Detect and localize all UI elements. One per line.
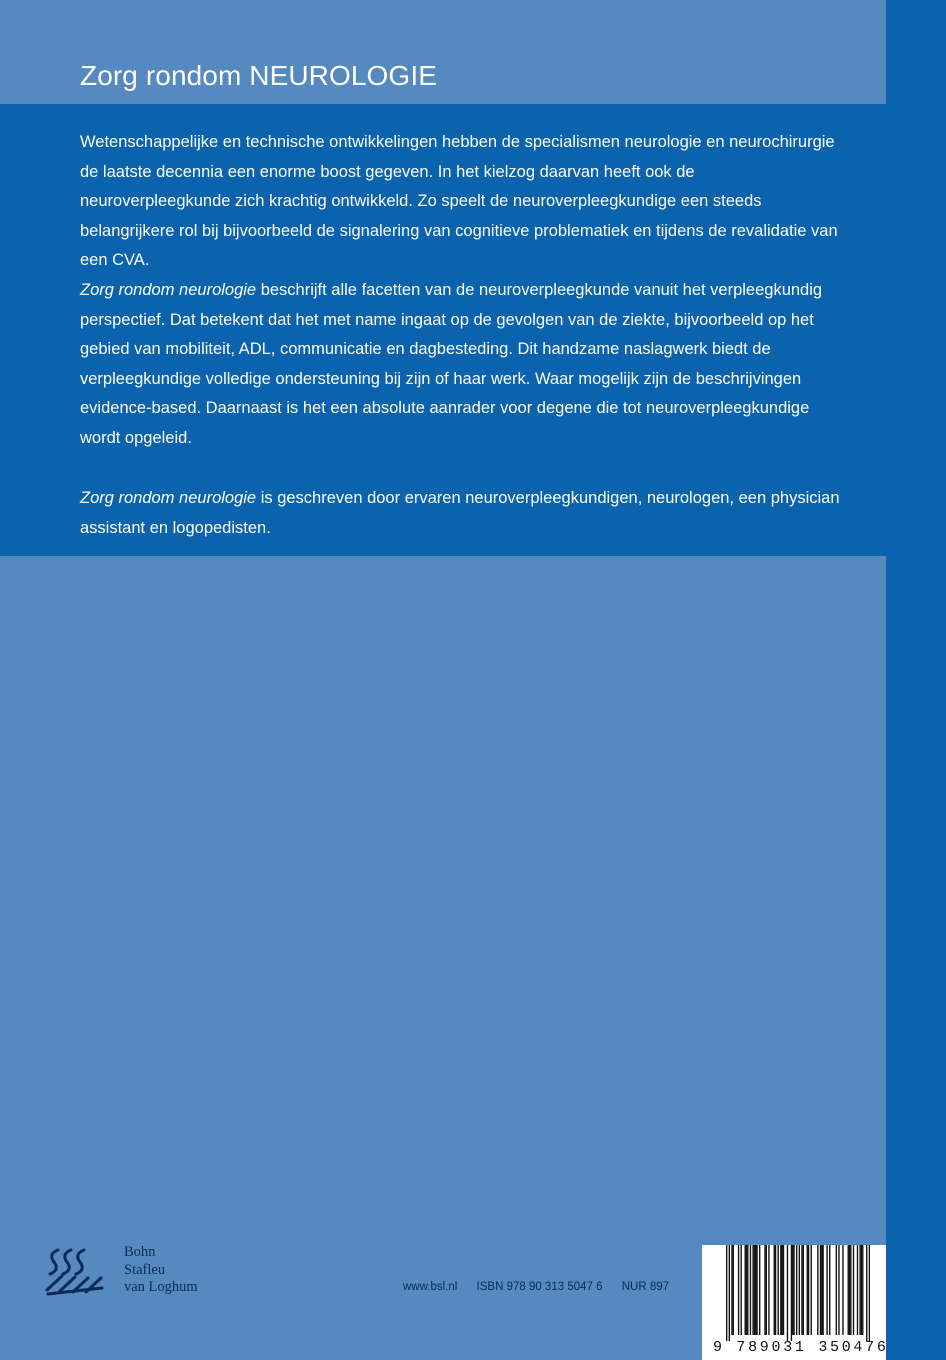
barcode-bars — [726, 1245, 870, 1341]
barcode-bar — [817, 1245, 818, 1335]
barcode-bar — [764, 1245, 765, 1335]
barcode-bar — [801, 1245, 802, 1335]
publisher-name — [124, 1244, 198, 1297]
barcode-bar — [866, 1245, 867, 1341]
barcode-bar — [853, 1245, 854, 1335]
publisher-line-2: Stafleu — [124, 1261, 166, 1278]
description-paragraph-3 — [80, 484, 840, 543]
barcode-bar — [842, 1245, 843, 1335]
barcode-bar — [778, 1245, 779, 1335]
barcode-bar — [781, 1245, 782, 1335]
barcode-bar — [774, 1245, 775, 1335]
barcode-bar — [783, 1245, 784, 1335]
publisher-line-1: Bohn — [124, 1244, 156, 1260]
barcode-bar — [792, 1245, 793, 1335]
barcode-bar — [829, 1245, 830, 1335]
barcode-bar — [759, 1245, 760, 1335]
barcode-bar — [780, 1245, 781, 1335]
description-paragraph-2 — [80, 276, 840, 454]
barcode-bar — [799, 1245, 800, 1335]
barcode-bar — [733, 1245, 734, 1335]
barcode-bar — [821, 1245, 822, 1335]
bsl-logo-icon — [44, 1244, 106, 1296]
nur-code: NUR 897 — [621, 1281, 670, 1293]
barcode-bar — [859, 1245, 860, 1335]
barcode-bar — [747, 1245, 748, 1335]
barcode-bar — [820, 1245, 821, 1335]
description-paragraph-1: Wetenschappelijke en technische ontwikkelingen hebben de specialismen neurologie en neurochirurgie de laatste decennia een enorme boost gegeven. In het kielzog daarvan heeft ook de neuroverpleegkunde zich krachtig ontwikkeld. Zo speelt de neuroverpleegkundige een steeds belangrijkere rol bij bijvoorbeeld de signalering van cognitieve problematiek en tijdens de revalidatie van een CVA. — [80, 133, 838, 270]
barcode-bar — [849, 1245, 850, 1335]
barcode-bar — [869, 1245, 870, 1341]
barcode-bar — [746, 1245, 747, 1335]
barcode-bar — [861, 1245, 862, 1335]
barcode-bar — [766, 1245, 767, 1335]
barcode-bar — [822, 1245, 823, 1335]
imprint-line — [403, 1281, 669, 1293]
italic-book-title: Zorg rondom neurologie — [80, 281, 257, 299]
barcode-digits: 9 789031 350476 — [713, 1339, 889, 1356]
spine-edge — [886, 0, 946, 1360]
barcode-bar — [744, 1245, 745, 1335]
barcode-bar — [850, 1245, 851, 1335]
paragraph-text: is geschreven door ervaren neuroverpleegkundigen, neurologen, een physician assistant en logopedisten. — [80, 489, 840, 537]
barcode-bar — [803, 1245, 804, 1335]
barcode-bar — [741, 1245, 742, 1335]
isbn-number: ISBN 978 90 313 5047 6 — [476, 1281, 603, 1293]
barcode-bar — [862, 1245, 863, 1335]
barcode-bar — [738, 1245, 739, 1335]
barcode-bar — [838, 1245, 839, 1335]
barcode-bar — [754, 1245, 755, 1335]
title-band — [0, 0, 886, 104]
paragraph-text: beschrijft alle facetten van de neuroverpleegkunde vanuit het verpleegkundig perspectief. Dat betekent dat het met name ingaat op de gevolgen van de ziekte, bijvoorbeeld op het gebied van mobiliteit, ADL, communicatie en dagbesteding. Dit handzame naslagwerk biedt de verpleegkundige volledige ondersteuning bij zijn of haar werk. Waar mogelijk zijn de beschrijvingen evidence-based. Daarnaast is het een absolute aanrader voor degene die tot neuroverpleegkundige wordt opgeleid. — [80, 281, 823, 447]
barcode — [702, 1245, 889, 1360]
barcode-bar — [768, 1245, 769, 1335]
barcode-bar — [731, 1245, 732, 1335]
book-title: Zorg rondom NEUROLOGIE — [80, 60, 437, 91]
barcode-bar — [775, 1245, 776, 1335]
barcode-bar — [755, 1245, 756, 1335]
barcode-bar — [729, 1245, 730, 1341]
barcode-bar — [808, 1245, 809, 1335]
publisher-line-3: van Loghum — [124, 1279, 198, 1295]
barcode-bar — [848, 1245, 849, 1335]
barcode-bar — [811, 1245, 812, 1335]
barcode-bar — [756, 1245, 757, 1335]
barcode-bar — [793, 1245, 794, 1335]
barcode-bar — [857, 1245, 858, 1335]
barcode-bar — [826, 1245, 827, 1335]
barcode-bar — [752, 1245, 753, 1335]
publisher-website: www.bsl.nl — [403, 1281, 458, 1293]
barcode-bar — [796, 1245, 797, 1335]
barcode-bar — [750, 1245, 751, 1335]
description-band — [0, 104, 886, 556]
barcode-bar — [726, 1245, 727, 1341]
barcode-bar — [836, 1245, 837, 1335]
barcode-bar — [791, 1245, 792, 1341]
italic-book-title: Zorg rondom neurologie — [80, 489, 257, 507]
barcode-bar — [807, 1245, 808, 1335]
barcode-bar — [787, 1245, 788, 1341]
